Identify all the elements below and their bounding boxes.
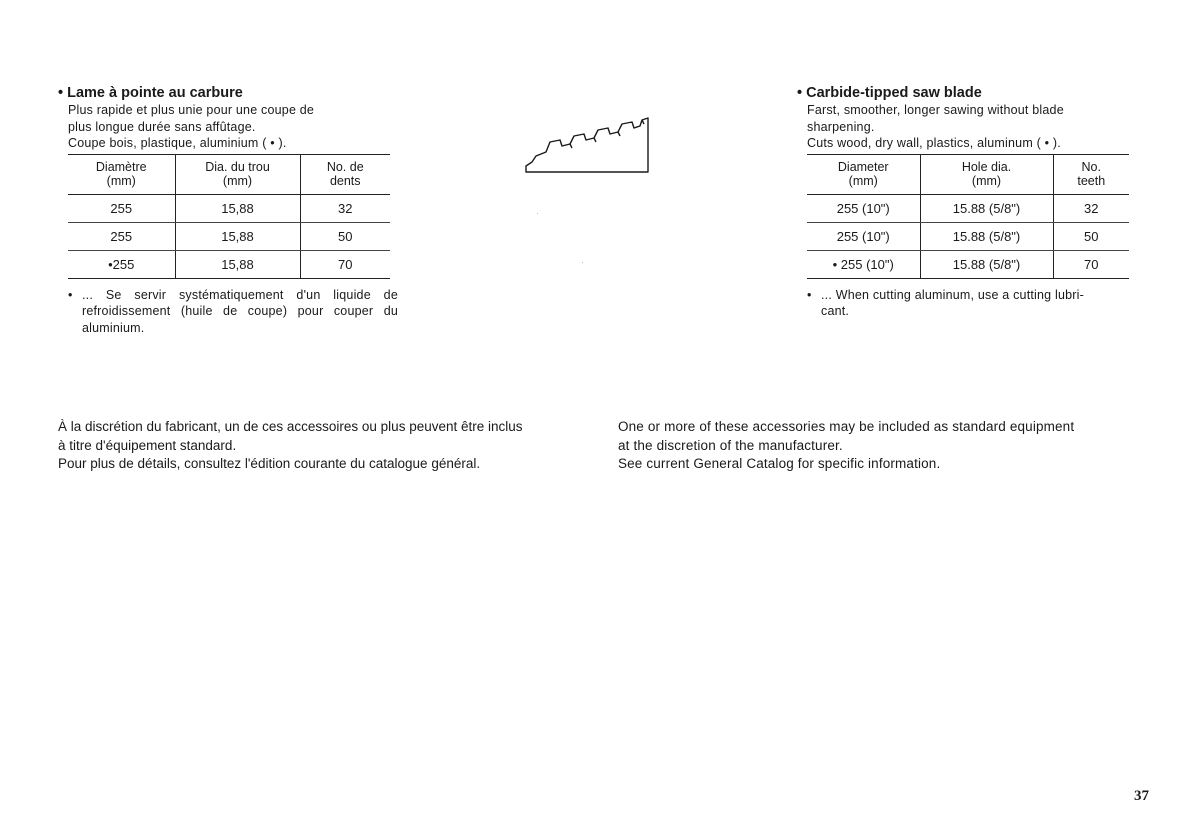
cell-teeth: 50 bbox=[300, 222, 390, 250]
table-row bbox=[807, 194, 1129, 222]
english-standard-equipment-note bbox=[618, 418, 1148, 474]
cell-diameter: •255 bbox=[108, 256, 135, 272]
cell-teeth: 70 bbox=[300, 250, 390, 278]
french-desc-line: plus longue durée sans affûtage. bbox=[68, 119, 256, 134]
cell-teeth: 70 bbox=[1053, 250, 1129, 278]
french-desc-line: Coupe bois, plastique, aluminium ( • ). bbox=[68, 136, 287, 150]
cell-diameter: 255 (10") bbox=[807, 194, 920, 222]
french-section bbox=[58, 84, 398, 336]
cell-hole: 15.88 (5/8") bbox=[920, 222, 1053, 250]
header-teeth: No. teeth bbox=[1053, 154, 1129, 194]
french-note bbox=[58, 287, 398, 337]
scan-speck bbox=[582, 262, 583, 263]
bottom-fr-line: à titre d'équipement standard. bbox=[58, 437, 237, 453]
english-desc-line: Farst, smoother, longer sawing without blade bbox=[807, 103, 1064, 117]
note-bullet: • bbox=[807, 287, 812, 302]
header-diameter: Diameter (mm) bbox=[807, 154, 920, 194]
table-header-row bbox=[807, 154, 1129, 194]
english-note-text: ... When cutting aluminum, use a cutting lubri- cant. bbox=[821, 287, 1084, 318]
table-row bbox=[68, 194, 390, 222]
cell-hole: 15,88 bbox=[175, 250, 300, 278]
scan-speck bbox=[537, 213, 538, 214]
cell-hole: 15,88 bbox=[175, 222, 300, 250]
english-desc-line: sharpening. bbox=[807, 119, 875, 134]
page-number: 37 bbox=[1134, 788, 1149, 804]
table-row bbox=[807, 250, 1129, 278]
table-row bbox=[68, 250, 390, 278]
bottom-fr-line: À la discrétion du fabricant, un de ces accessoires ou plus peuvent être inclus bbox=[58, 419, 523, 434]
header-hole: Dia. du trou (mm) bbox=[175, 154, 300, 194]
english-desc-line: Cuts wood, dry wall, plastics, aluminum ( • ). bbox=[807, 136, 1061, 150]
bottom-en-line: at the discretion of the manufacturer. bbox=[618, 437, 843, 453]
french-note-text: ... Se servir systématiquement d'un liquide de refroidissement (huile de coupe) pour couper du aluminium. bbox=[82, 287, 398, 335]
table-row bbox=[68, 222, 390, 250]
english-description bbox=[797, 102, 1142, 152]
english-section bbox=[797, 84, 1142, 320]
cell-diameter: • 255 (10") bbox=[832, 256, 894, 272]
cell-hole: 15.88 (5/8") bbox=[920, 194, 1053, 222]
bottom-en-line: See current General Catalog for specific information. bbox=[618, 456, 941, 471]
saw-blade-illustration bbox=[522, 116, 652, 178]
french-heading: • Lame à pointe au carbure bbox=[58, 85, 243, 101]
cell-diameter: 255 (10") bbox=[807, 222, 920, 250]
heading-bullet: • bbox=[58, 85, 64, 101]
french-standard-equipment-note bbox=[58, 418, 578, 474]
cell-teeth: 32 bbox=[1053, 194, 1129, 222]
bottom-en-line: One or more of these accessories may be included as standard equipment bbox=[618, 419, 1075, 434]
cell-diameter: 255 bbox=[68, 222, 175, 250]
french-description bbox=[58, 102, 398, 152]
cell-hole: 15,88 bbox=[175, 194, 300, 222]
bottom-fr-line: Pour plus de détails, consultez l'édition courante du catalogue général. bbox=[58, 456, 481, 471]
french-spec-table bbox=[68, 154, 390, 279]
english-spec-table bbox=[807, 154, 1129, 279]
cell-teeth: 50 bbox=[1053, 222, 1129, 250]
french-desc-line: Plus rapide et plus unie pour une coupe de bbox=[68, 103, 315, 117]
header-diameter: Diamètre (mm) bbox=[68, 154, 175, 194]
table-header-row bbox=[68, 154, 390, 194]
heading-bullet: • bbox=[797, 85, 803, 101]
header-teeth: No. de dents bbox=[300, 154, 390, 194]
note-bullet: • bbox=[68, 287, 73, 302]
table-row bbox=[807, 222, 1129, 250]
cell-teeth: 32 bbox=[300, 194, 390, 222]
english-heading: • Carbide-tipped saw blade bbox=[797, 85, 982, 101]
cell-hole: 15.88 (5/8") bbox=[920, 250, 1053, 278]
cell-diameter: 255 bbox=[68, 194, 175, 222]
header-hole: Hole dia. (mm) bbox=[920, 154, 1053, 194]
english-note bbox=[797, 287, 1142, 320]
